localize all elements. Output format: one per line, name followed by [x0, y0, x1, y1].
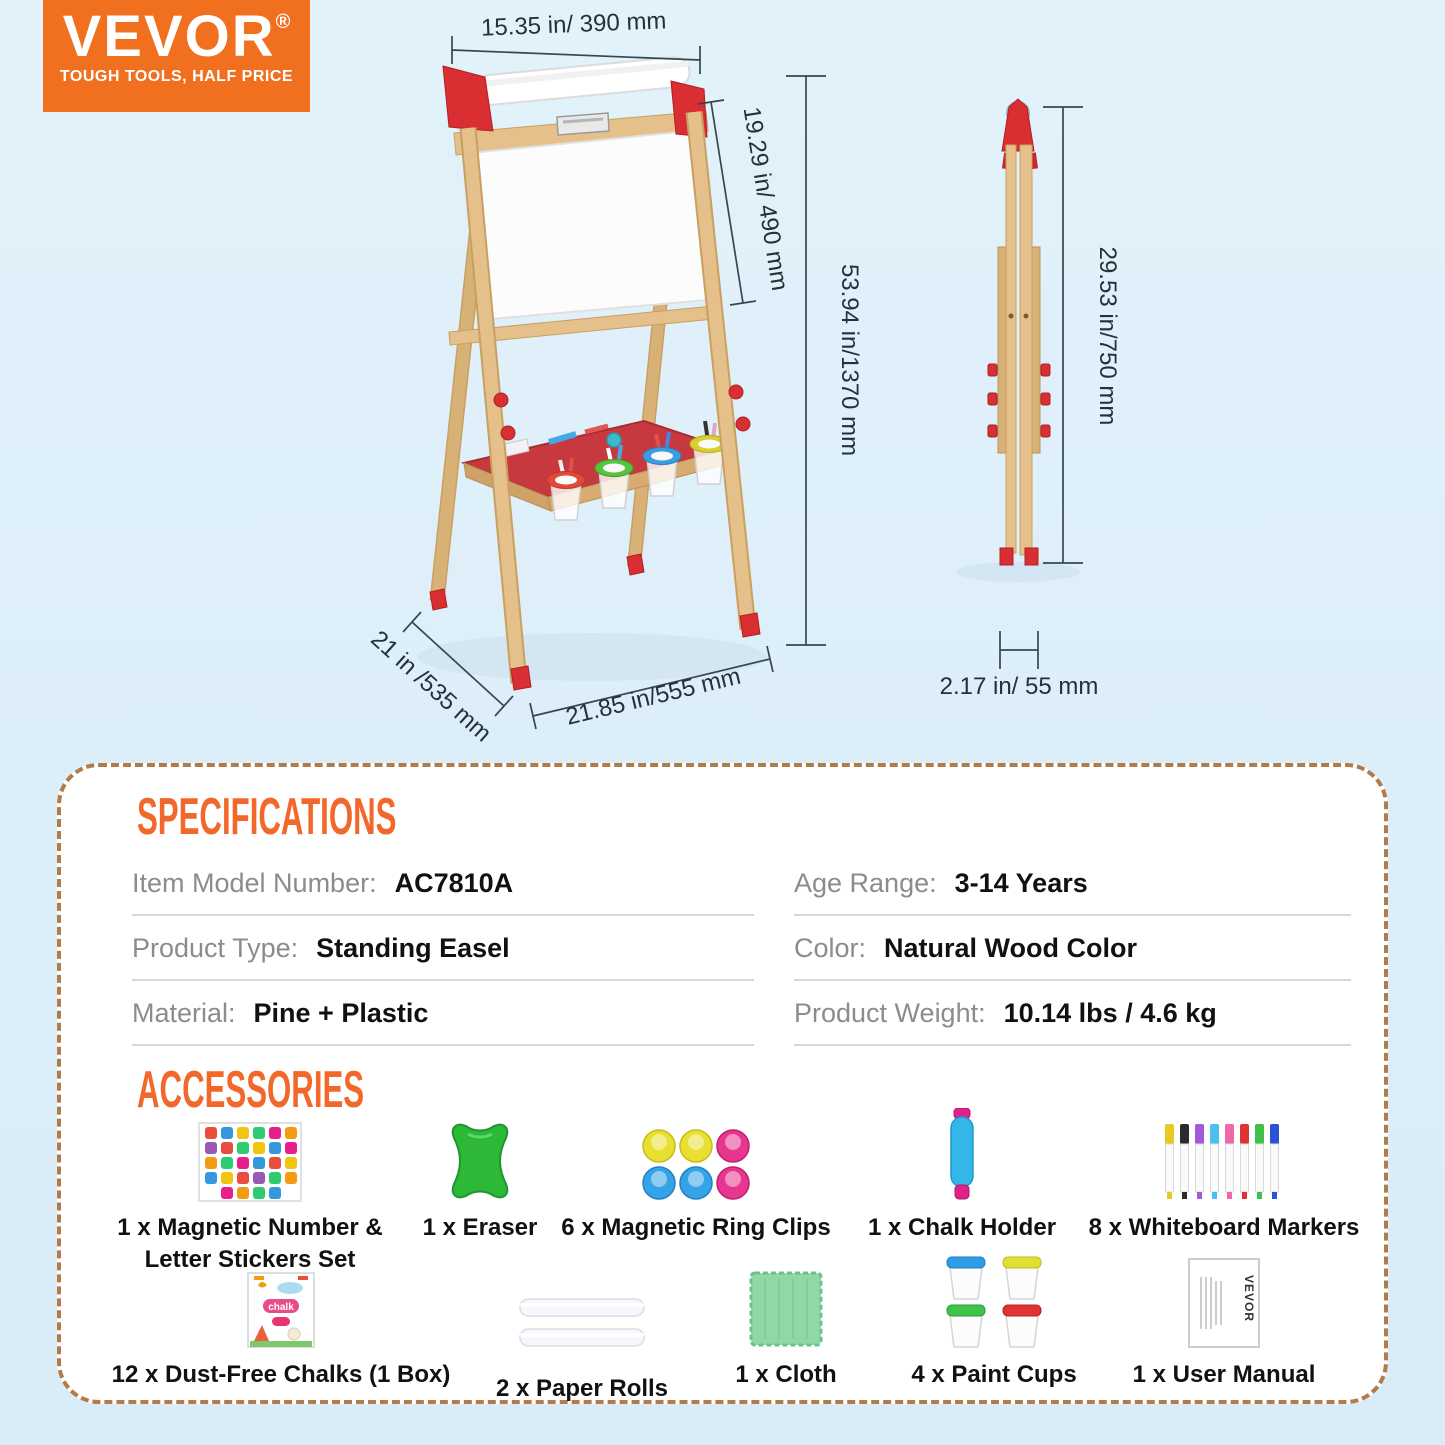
- accessory-label: 8 x Whiteboard Markers: [1088, 1214, 1360, 1241]
- accessory-label: 1 x Chalk Holder: [867, 1214, 1057, 1241]
- spec-row-product-type: [132, 917, 754, 981]
- spec-row-model: [132, 852, 754, 916]
- manual-brand-text: VEVOR: [1242, 1275, 1256, 1323]
- spec-label: Product Type:: [132, 932, 299, 963]
- accessory-chalk-holder: [832, 1107, 1092, 1244]
- spec-value: 10.14 lbs / 4.6 kg: [1003, 997, 1217, 1028]
- chalk-holder-image: [949, 1107, 975, 1202]
- dim-board-height-label: 19.29 in/ 490 mm: [737, 105, 794, 293]
- dim-total-height-label: 53.94 in/1370 mm: [836, 263, 863, 457]
- accessory-label: 4 x Paint Cups: [911, 1361, 1077, 1388]
- spec-label: Age Range:: [794, 867, 937, 898]
- cloth-image: [747, 1254, 825, 1349]
- chalk-box-text: chalk: [268, 1302, 294, 1313]
- accessory-label: 1 x Eraser: [422, 1214, 538, 1241]
- accessory-stickers: [110, 1107, 390, 1277]
- spec-value: Standing Easel: [316, 932, 510, 963]
- accessory-markers: [1074, 1107, 1374, 1244]
- spec-label: Item Model Number:: [132, 867, 377, 898]
- paper-rolls-image: [516, 1254, 648, 1349]
- eraser-image: [448, 1107, 512, 1202]
- paper-roll: [464, 56, 691, 107]
- accessory-chalks: [81, 1254, 481, 1391]
- accessory-label: 12 x Dust-Free Chalks (1 Box): [111, 1361, 451, 1388]
- spec-row-age-range: [794, 852, 1351, 916]
- whiteboard: [470, 130, 708, 320]
- accessory-user-manual: [1094, 1254, 1354, 1391]
- spec-label: Color:: [794, 932, 867, 963]
- floor-shadow-folded: [956, 562, 1080, 582]
- user-manual-image: [1185, 1254, 1263, 1349]
- dim-bottom-width-label: 21.85 in/555 mm: [563, 662, 744, 731]
- ring-clips-image: [637, 1107, 755, 1202]
- accessory-cloth: [686, 1254, 886, 1391]
- spec-label: Product Weight:: [794, 997, 986, 1028]
- brand-name: VEVOR®: [62, 4, 291, 69]
- accessory-label: 1 x User Manual: [1132, 1361, 1316, 1388]
- paint-cups-image: [938, 1254, 1050, 1349]
- info-panel: [57, 763, 1388, 1404]
- accessory-label: 1 x Cloth: [735, 1361, 837, 1388]
- spec-label: Material:: [132, 997, 236, 1028]
- spec-value: AC7810A: [394, 867, 514, 898]
- dim-top-width-label: 15.35 in/ 390 mm: [480, 7, 667, 42]
- spec-row-material: [132, 982, 754, 1046]
- registered-mark: ®: [275, 11, 291, 33]
- dim-folded-height-label: 29.53 in/750 mm: [1094, 246, 1121, 426]
- specifications-title: SPECIFICATIONS: [137, 788, 397, 846]
- spec-value: 3-14 Years: [954, 867, 1088, 898]
- accessory-paper-rolls: [462, 1254, 702, 1405]
- accessory-label: 6 x Magnetic Ring Clips: [561, 1214, 831, 1241]
- accessories-title: ACCESSORIES: [137, 1061, 365, 1119]
- chalk-box-image: [246, 1254, 316, 1349]
- folded-red-cap: [1002, 99, 1034, 151]
- stickers-sheet-image: [198, 1107, 302, 1202]
- easel-folded-diagram: [988, 99, 1050, 565]
- accessory-label: 2 x Paper Rolls: [495, 1375, 669, 1402]
- dim-folded-depth-label: 2.17 in/ 55 mm: [939, 673, 1099, 700]
- board-clip: [557, 113, 609, 135]
- spec-row-weight: [794, 982, 1351, 1046]
- spec-value: Pine + Plastic: [253, 997, 429, 1028]
- dim-depth-label: 21 in /535 mm: [365, 625, 497, 748]
- markers-image: [1163, 1107, 1285, 1202]
- accessory-label: 1 x Magnetic Number & Letter Stickers Set: [117, 1214, 383, 1274]
- spec-row-color: [794, 917, 1351, 981]
- accessory-paint-cups: [874, 1254, 1114, 1391]
- easel-front-diagram: [430, 56, 760, 690]
- spec-value: Natural Wood Color: [884, 932, 1138, 963]
- folded-knobs: [988, 364, 1050, 437]
- brand-tagline: TOUGH TOOLS, HALF PRICE: [59, 68, 294, 85]
- accessory-ring-clips: [546, 1107, 846, 1244]
- tray-lid-teal: [607, 433, 621, 447]
